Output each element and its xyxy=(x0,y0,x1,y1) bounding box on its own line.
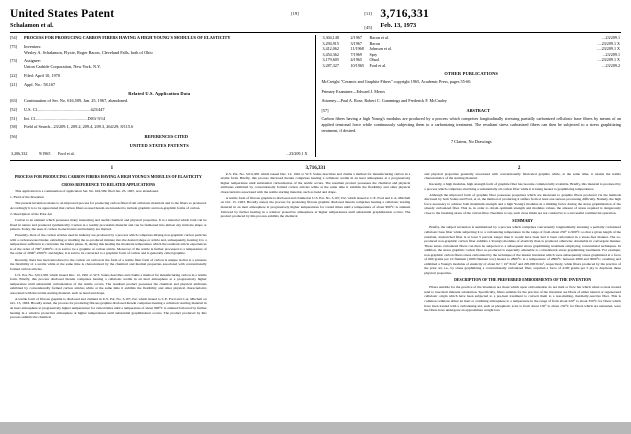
field-search-value: ...23/209.1, 209.2, 209.4, 209.3, 264/29; 8/115.6 xyxy=(50,124,134,130)
related-app-header: Related U.S. Application Data xyxy=(128,90,191,96)
field-code: [51] xyxy=(10,115,17,121)
body-paragraph: Carbon is an element which possesses many interesting and useful chemical and physical properties. It is a material which both can be fixed in nature and produced synthetically. Carbon is a readily procurable material and can be fashioned into almost any intricate shape or pattern. Today, the uses of carbon in electronics and industry are myriad. xyxy=(10,218,207,232)
field-54 xyxy=(10,35,309,41)
body-column-2 xyxy=(214,172,418,434)
ref-number: 3,294,915 xyxy=(322,40,339,46)
ref-year: 9/1965 xyxy=(39,151,51,157)
header-right xyxy=(364,8,621,30)
field-21 xyxy=(10,82,309,88)
claims-count: 7 Claims, No Drawings xyxy=(450,138,492,144)
title-code: [19] xyxy=(291,11,299,16)
column-number-2: 2 xyxy=(517,165,521,171)
patent-header xyxy=(10,8,621,33)
body-columns xyxy=(10,172,621,434)
int-cl-label: Int. Cl. xyxy=(24,115,37,121)
ref-year: 4/1965 xyxy=(350,57,362,63)
field-code: [22] xyxy=(10,72,17,78)
attorney: Attorney—Paul A. Rose, Robert C. Cummings and Frederick F. McCauley xyxy=(321,97,447,103)
field-code: [57] xyxy=(321,107,329,113)
ref-class: ....23/209.1 X xyxy=(597,40,620,46)
field-51 xyxy=(10,116,309,122)
ref-name: Ford et al. xyxy=(369,62,387,68)
body-paragraph: Recently, there has been introduced to the carbon art carbon in the form of a textile fiber form of carbon is unique in that at a pressure the flexibility of a textile while at the same time is characterized by the chemical and thermal properties associated with conventionally formed carbon articles. xyxy=(10,257,207,271)
abstract-header: ABSTRACT xyxy=(466,107,490,113)
ref-number: 3,412,062 xyxy=(322,46,339,52)
body-paragraph: Fibers suitable for the practice of the invention are those which upon carbonization do not melt or flow but which when so heat treated tend to lose their inherent orientation. Specifically, fibers suitable for the practice of the invention are fibers of either natural or regenerated cellulosic origin which have been subjected to a pre-heat treatment to convert them to a non-melting, thermally-reactive fiber. This is common cellulose either an inert or oxidizing atmosphere to a temperature in the range of from about 220° to about 350°C for fibers which have been treated with a carbonizing aid, such as phosphoric acid, to from about 150° to about 150°C for fibers which are untreated, were the fibers have undergone an approximate weight loss xyxy=(424,285,621,313)
other-publications-header: OTHER PUBLICATIONS xyxy=(444,71,499,77)
appl-no-label: Appl. No.: xyxy=(24,81,43,87)
ref-number: 3,179,605 xyxy=(322,57,339,63)
ref-number: 3,304,148 xyxy=(322,35,339,40)
body-paragraph: Although the improved form of graphite fiber possesses properties which are intolerant to graphite fibers produced via the methods disclosed by both Soltes and Ford, et al, the method of producing it suffers from at least one serious processing difficulty. Namely, the high force necessary to achieve both maximum strength and a high Young's modulus in a limiting factor during the stress graphitization of the already carbonized fiber. That is, in order to obtain optimum strength and modulus values, the amount of stress required is dangerously close to the breaking stress of the carbon fiber. Needless to say, such close limits are not conducive to a successful commercial operation. xyxy=(424,192,621,216)
body-heading-summary: SUMMARY xyxy=(512,218,533,223)
references-cited-header: REFERENCES CITED xyxy=(144,134,189,140)
running-patent-number: 3,716,331 xyxy=(305,165,326,171)
invention-title: PROCESS FOR PRODUCING CARBON FIBERS HAVING A HIGH YOUNG'S MODULUS OF ELASTICITY xyxy=(24,35,231,40)
field-52 xyxy=(10,107,309,113)
body-paragraph: U.S. Pat. No. 3,011,981 which issued Dec. 12, 1961 to W.T. Soltes describes and claims a method for manufacturing carbon in a textile form. Briefly, this process disclosed therein comprises heating a cellulosic textile in an inert atmosphere at a progressively higher temperature until substantial carbonization of the textile occurs. The resultant product possesses the chemical and physical attributes exhibited by conventionally formed carbon articles while at the same time it exhibits the flexibility and other physical characteristics associated with the textile starting material, such as bend and drape. xyxy=(10,272,207,295)
field-63 xyxy=(10,98,309,104)
ref-name: Ohsol xyxy=(369,57,380,63)
body-paragraph: This application is a continuation of application Ser. No. 616,509, filed Jan. 25, 1967, now abandoned. xyxy=(15,189,159,194)
field-code: [63] xyxy=(10,98,17,104)
body-paragraph: Recently, a high modulus, high strength form of graphite fiber has become commercially available. Briefly, this material is produced by a process which comprises stretching a substantially all carbon fiber while it is being heated to graphitizing temperatures. xyxy=(424,182,621,191)
ref-year: 3/1967 xyxy=(350,40,362,46)
issue-date: Feb. 13, 1973 xyxy=(380,22,417,29)
ref-name: Bacon xyxy=(369,40,380,46)
body-paragraph: and physical properties generally associated with conventionally fabricated graphite while, at the same time, it retains the textile characteristics of the starting material. xyxy=(424,171,621,181)
field-56 xyxy=(10,134,309,140)
body-heading-description: DESCRIPTION OF THE PREFERRED EMBODIMENTS OF THE INVENTION xyxy=(454,278,592,283)
body-paragraph: U.S. Pat. No. 3,011,981 which issued Dec. 12, 1961 to W.T. Soltes describes and claims a method for manufacturing carbon in a textile form. Briefly, this process disclosed therein comprises heating a cellulosic textile in an inert atmosphere at a progressively higher temperature until substantial carbonization of the textile occurs. The resultant product possesses the chemical and physical attributes exhibited by conventionally formed carbon articles while at the same time it exhibits the flexibility and other physical characteristics associated with the textile starting material, such as bend and drape. xyxy=(220,171,411,194)
ref-name: Johnson et al. xyxy=(369,46,392,52)
header-left xyxy=(10,8,279,29)
field-code: [58] xyxy=(10,124,17,130)
body-heading-crossref: CROSS REFERENCE TO RELATED APPLICATIONS xyxy=(61,182,156,187)
field-22 xyxy=(10,73,309,79)
ref-year: 11/1968 xyxy=(350,46,364,52)
body-heading-priorart: 2. Description of the Prior Art xyxy=(10,212,52,217)
ref-number: 3,206,332 xyxy=(11,151,28,157)
references-table xyxy=(322,35,622,68)
ref-number: 3,454,362 xyxy=(322,51,339,57)
field-75 xyxy=(10,44,309,56)
page-title: United States Patent xyxy=(10,8,115,20)
inventors-value: Wesley A. Schalamon, Flyxie, Roger Bacon, Cleveland Falls, both of Ohio xyxy=(24,49,153,55)
ref-class: ....23/209.2 xyxy=(601,62,620,68)
body-heading-title: PROCESS FOR PRODUCING CARBON FIBERS HAVING A HIGH YOUNG'S MODULUS OF ELASTICITY xyxy=(14,174,202,179)
table-row xyxy=(10,151,309,157)
field-code: [56] xyxy=(10,134,17,140)
field-code: [73] xyxy=(10,58,17,64)
int-cl-value: ................................................D01f 9/14 xyxy=(36,115,106,121)
ref-name: Spry xyxy=(369,51,378,57)
ref-class: ...23/209.1 xyxy=(602,51,620,57)
bibliographic-section xyxy=(10,33,621,161)
other-publications-text: McCreight "Ceramic and Graphite Fibers" copyright 1965, Academic Press, pages 55-60. xyxy=(321,79,472,85)
column-number-1: 1 xyxy=(110,165,114,171)
inventors-label: Inventors: xyxy=(24,43,42,49)
assignee-value: Union Carbide Corporation, New York, N.Y. xyxy=(24,64,101,70)
us-cl-value: .................................................423/447 xyxy=(37,107,105,112)
field-code: [75] xyxy=(10,43,17,49)
field-73 xyxy=(10,58,309,70)
biblio-right-column xyxy=(316,35,622,157)
assignee-label: Assignee: xyxy=(24,58,41,64)
body-column-1 xyxy=(10,172,214,434)
body-heading-field: 1. Field of the Invention xyxy=(10,195,44,200)
ref-class: .....23/209.1 X xyxy=(596,46,620,52)
field-search-label: Field of Search xyxy=(24,124,51,130)
ref-class: ...23/209.1 X xyxy=(286,151,308,157)
body-paragraph: The present invention relates to an improved process for producing carbon fibers from cellulosic materials and to the fibers so produced. Accordingly it is to be appreciated that carbon fibers as used herein are intended to include graphitic and non-graphitic forms of carbon. xyxy=(10,201,207,211)
field-58 xyxy=(10,124,309,130)
ref-class: ....23/209.1 X xyxy=(597,57,620,63)
abstract-block xyxy=(322,108,622,114)
ref-year: 2/1967 xyxy=(350,35,362,40)
ref-name: Ford et al. xyxy=(58,151,75,157)
filed-value: April 10, 1970 xyxy=(34,72,61,78)
us-patents-table-left xyxy=(10,151,309,157)
filed-label: Filed: xyxy=(24,72,35,78)
ref-number: 3,287,327 xyxy=(322,62,339,68)
ref-class: ....23/209.1 xyxy=(601,35,620,40)
field-code: [21] xyxy=(10,81,17,87)
ref-year: 7/1969 xyxy=(350,51,362,57)
us-cl-label: U.S. Cl. xyxy=(24,107,38,112)
related-app-text: Continuation of Ser. No. 616,509, Jan. 25, 1967, abandoned. xyxy=(24,98,129,104)
column-number-row xyxy=(10,166,621,171)
us-patents-header: UNITED STATES PATENTS xyxy=(129,143,189,149)
field-code: [52] xyxy=(10,107,17,112)
patent-number: 3,716,331 xyxy=(380,8,430,20)
body-paragraph: A textile form of fibrous graphite is disclosed and claimed in U.S. Pat. No. 3,107,152, which issued to C.E. Ford and C.A. Mitchell on Oct. 15, 1963. Broadly stated, the process for producing fibrous graphite disclosed therein comprises heating a cellulosic starting material in an inert atmosphere at progressively higher temperatures for varied times until a temperature of about 900°C is attained followed by further heating in a window protective atmosphere at higher temperatures until substantial graphitization occurs. The product produced by this process exhibits the chemical xyxy=(10,296,207,320)
date-code: [45] xyxy=(364,25,373,30)
biblio-left-column xyxy=(10,35,316,157)
body-paragraph: Presently, most of the carbon articles used in industry are produced by a process which comprises mixing non-graphitic carbon particles with a carbonaceous binder, extruding or molding the so-produced mixture into the desired shape or article and, subsequently, heating it to a temperature sufficient to carbonize the binder phase. If, during this heating the moderate temperature which the resultant article experiences is of the order of 700°-1000°C, it is said to be a graphite of carbon article. Moreover, if the article is further processed to a temperature of the order of 2000°-2500°C and higher, it is said to be converted to a graphitic form of carbon and is generally called graphite. xyxy=(10,233,207,256)
appl-no-value: 58,167 xyxy=(43,81,56,87)
body-paragraph: Briefly, the subject invention is summarized by a process which comprises concurrently longitudinally stressing a partially carbonized cellulosic base fiber while subjecting it to a carbonizing temperature in the range of from about 250° to 900°C so that a given length of the resultant, unstretched fiber is at least 5 percent longer than it would have been had it been carbonized in a stress-free manner. The so-produced non-graphitic carbon fiber exhibits a Young's modulus of elasticity than is produced otherwise obtainable in convergent manner. These stress carbonized fibers can then be subjected to a subsequent stress graphitizing treatment employing conventional techniques. In addition, the stress graphitic carbon fiber so-produced is especially amenable to conventional stress graphitizing treatments. For example, non-graphitic carbon fibers stress carbonized by the technique of the instant invention which were subsequently stress graphitized at a force of 600 grams per 10 filament (1000 filament tow) heated to 2800°C at a temperature of 2800°C between 2800 and 3000°C, resulting and exhibited a Young's modulus of elasticity of about 62 × 10⁶ lb/in² and 295,000 lb/in², respectively, while fibers produced by the practice of the prior art, i.e., by stress graphitizing a conventionally carbonized fiber, acquired a force of 4100 grams per 5 ply to duplicate these physical properties. xyxy=(424,225,621,275)
inventor-line: Schalamon et al. xyxy=(10,22,54,30)
table-row xyxy=(322,63,622,69)
primary-examiner: Primary Examiner—Edward J. Meros xyxy=(321,89,385,95)
ref-name: Bacon et al. xyxy=(369,35,389,40)
body-column-3 xyxy=(417,172,621,434)
field-code: [54] xyxy=(10,35,17,40)
patent-no-code: [11] xyxy=(364,11,372,16)
body-paragraph: A textile form of fibrous graphite is disclosed and claimed in U.S. Pat. No. 3,107,152, which issued to C.E. Ford and C.A. Mitchell on Oct. 15, 1963. Broadly stated, the process for producing fibrous graphite disclosed therein comprises heating a cellulosic starting material in an inert atmosphere at progressively higher temperatures for varied times until a temperature of about 900°C is attained followed by further heating in a window protective atmosphere at higher temperatures until substantial graphitization occurs. The product produced by this process exhibits the chemical xyxy=(220,195,411,219)
abstract-text: Carbon fibers having a high Young's modulus are produced by a process which comprises longitudinally stressing partially carbonized cellulosic base fibers by means of an applied tensional force while continuously subjecting them to a carbonizing treatment. The resultant stress carbonized fibers can then be subjected to a stress graphitizing treatment, if desired. xyxy=(321,116,621,134)
ref-year: 10/1965 xyxy=(350,62,364,68)
